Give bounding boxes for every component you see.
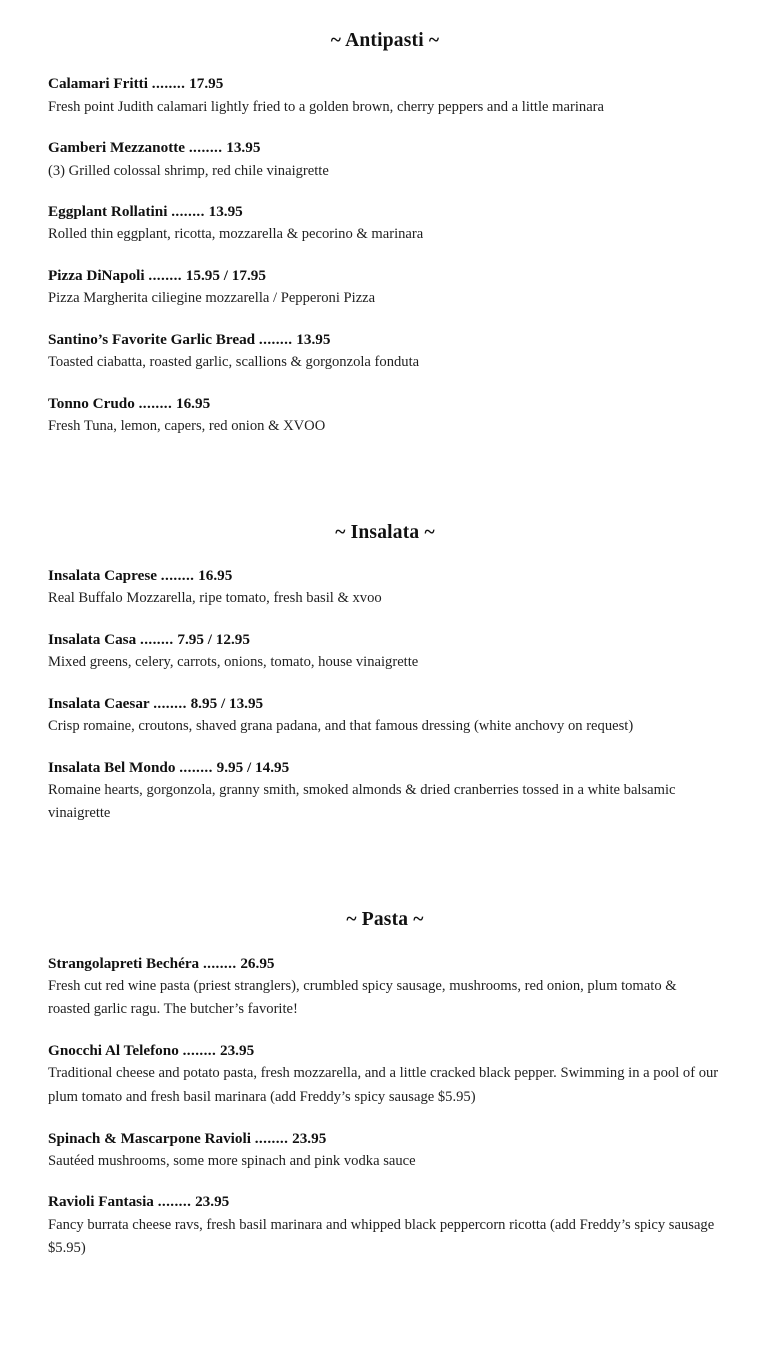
menu-item-name: Ravioli Fantasia <box>48 1193 154 1211</box>
menu-item-name: Spinach & Mascarpone Ravioli <box>48 1129 251 1147</box>
menu-item-price: 16.95 <box>198 567 233 585</box>
menu-item-title <box>48 74 722 94</box>
menu-item-title <box>48 1192 722 1212</box>
menu-item-description: Traditional cheese and potato pasta, fresh mozzarella, and a little cracked black pepper. Swimming in a pool of our plum tomato and fresh basil marinara (add Freddy’s spicy sausage $5.95) <box>48 1065 719 1105</box>
dot-leader: ........ <box>140 630 174 648</box>
dot-leader: ........ <box>151 75 186 93</box>
menu-item-title <box>48 566 722 586</box>
section-heading: ~ Antipasti ~ <box>330 30 440 51</box>
menu-item-description: Fresh Tuna, lemon, capers, red onion & XVOO <box>48 417 326 434</box>
dot-leader: ........ <box>138 394 173 412</box>
menu-item-list <box>48 566 722 826</box>
menu-item <box>48 954 722 1023</box>
menu-item <box>48 758 722 827</box>
menu-item-name: Eggplant Rollatini <box>48 203 168 221</box>
menu-item <box>48 266 722 311</box>
menu-item-title <box>48 630 722 650</box>
menu-item-description: Real Buffalo Mozzarella, ripe tomato, fresh basil & xvoo <box>48 590 382 607</box>
menu-item-title <box>48 1129 722 1149</box>
menu-item-price: 13.95 <box>208 203 243 221</box>
menu-item-title <box>48 330 722 350</box>
menu-item-description: Pizza Margherita ciliegine mozzarella / Pepperoni Pizza <box>48 290 376 307</box>
menu-item <box>48 630 722 675</box>
menu-item <box>48 1129 722 1174</box>
menu-item-price: 23.95 <box>292 1129 327 1147</box>
menu-item-description: Rolled thin eggplant, ricotta, mozzarella & pecorino & marinara <box>48 226 424 243</box>
menu-item-price: 16.95 <box>175 394 211 412</box>
menu-item-description: Fresh cut red wine pasta (priest stranglers), crumbled spicy sausage, mushrooms, red onion, plum tomato & roasted garlic ragu. The butcher’s favorite! <box>48 977 677 1018</box>
menu-item-name: Gamberi Mezzanotte <box>48 139 186 157</box>
dot-leader: ........ <box>258 330 293 348</box>
menu-item-name: Santino’s Favorite Garlic Bread <box>48 330 256 348</box>
menu-item-title <box>48 138 722 158</box>
menu-item-price: 23.95 <box>195 1193 230 1211</box>
menu-item <box>48 138 722 183</box>
menu-item-name: Pizza DiNapoli <box>48 267 145 285</box>
menu-item-title <box>48 758 722 778</box>
dot-leader: ........ <box>153 694 187 712</box>
menu-item-title <box>48 694 722 714</box>
menu-item <box>48 1192 722 1261</box>
menu-item-name: Insalata Bel Mondo <box>48 758 176 776</box>
menu-item <box>48 566 722 611</box>
menu-item <box>48 394 722 439</box>
menu-item-list <box>48 74 722 438</box>
section-heading: ~ Insalata ~ <box>335 521 435 543</box>
menu-item-price: 17.95 <box>189 75 224 93</box>
menu-item-name: Insalata Casa <box>48 630 137 648</box>
dot-leader: ........ <box>182 1042 217 1060</box>
menu-item-name: Strangolapreti Bechéra <box>48 954 200 972</box>
menu-item-description: Toasted ciabatta, roasted garlic, scallions & gorgonzola fonduta <box>48 354 420 371</box>
menu-content <box>48 0 722 1261</box>
menu-item-name: Gnocchi Al Telefono <box>48 1042 179 1060</box>
menu-item-description: Romaine hearts, gorgonzola, granny smith, smoked almonds & dried cranberries tossed in a white balsamic vinaigrette <box>48 781 676 822</box>
menu-item-price: 23.95 <box>219 1042 255 1060</box>
menu-item-price: 26.95 <box>240 954 275 972</box>
menu-item-name: Insalata Caprese <box>48 567 157 585</box>
menu-item-price: 8.95 / 13.95 <box>190 694 264 712</box>
menu-section-antipasti <box>48 0 722 439</box>
menu-section-insalata <box>48 439 722 827</box>
menu-item-description: Sautéed mushrooms, some more spinach and pink vodka sauce <box>48 1152 416 1169</box>
menu-item-title <box>48 266 722 286</box>
section-heading: ~ Pasta ~ <box>346 909 424 931</box>
dot-leader: ........ <box>188 139 223 157</box>
dot-leader: ........ <box>179 758 213 776</box>
dot-leader: ........ <box>171 203 205 221</box>
dot-leader: ........ <box>202 954 237 972</box>
menu-item-list <box>48 954 722 1261</box>
menu-item-price: 7.95 / 12.95 <box>177 630 250 648</box>
menu-item-title <box>48 394 722 414</box>
menu-item <box>48 202 722 247</box>
menu-item-price: 9.95 / 14.95 <box>216 758 290 776</box>
dot-leader: ........ <box>157 1193 192 1211</box>
menu-item-name: Tonno Crudo <box>48 394 135 412</box>
menu-item-description: (3) Grilled colossal shrimp, red chile vinaigrette <box>48 162 329 179</box>
menu-item <box>48 1041 722 1110</box>
menu-item-price: 13.95 <box>296 330 331 348</box>
menu-item-description: Fresh point Judith calamari lightly fried to a golden brown, cherry peppers and a little marinara <box>48 98 605 115</box>
menu-item-price: 13.95 <box>226 139 261 157</box>
menu-item-description: Fancy burrata cheese ravs, fresh basil marinara and whipped black peppercorn ricotta (add Freddy’s spicy sausage $5.95) <box>48 1216 715 1257</box>
menu-item-description: Mixed greens, celery, carrots, onions, tomato, house vinaigrette <box>48 654 419 671</box>
menu-item <box>48 330 722 375</box>
menu-item-name: Calamari Fritti <box>48 75 148 93</box>
menu-item <box>48 694 722 739</box>
menu-item-title <box>48 1041 722 1061</box>
menu-item <box>48 74 722 119</box>
menu-section-pasta <box>48 826 722 1261</box>
menu-item-description: Crisp romaine, croutons, shaved grana padana, and that famous dressing (white anchovy on request) <box>48 717 634 734</box>
menu-item-title <box>48 202 722 222</box>
menu-item-name: Insalata Caesar <box>48 694 150 712</box>
dot-leader: ........ <box>160 567 195 585</box>
dot-leader: ........ <box>148 267 182 285</box>
menu-item-price: 15.95 / 17.95 <box>185 267 266 285</box>
dot-leader: ........ <box>254 1129 289 1147</box>
menu-item-title <box>48 954 722 974</box>
